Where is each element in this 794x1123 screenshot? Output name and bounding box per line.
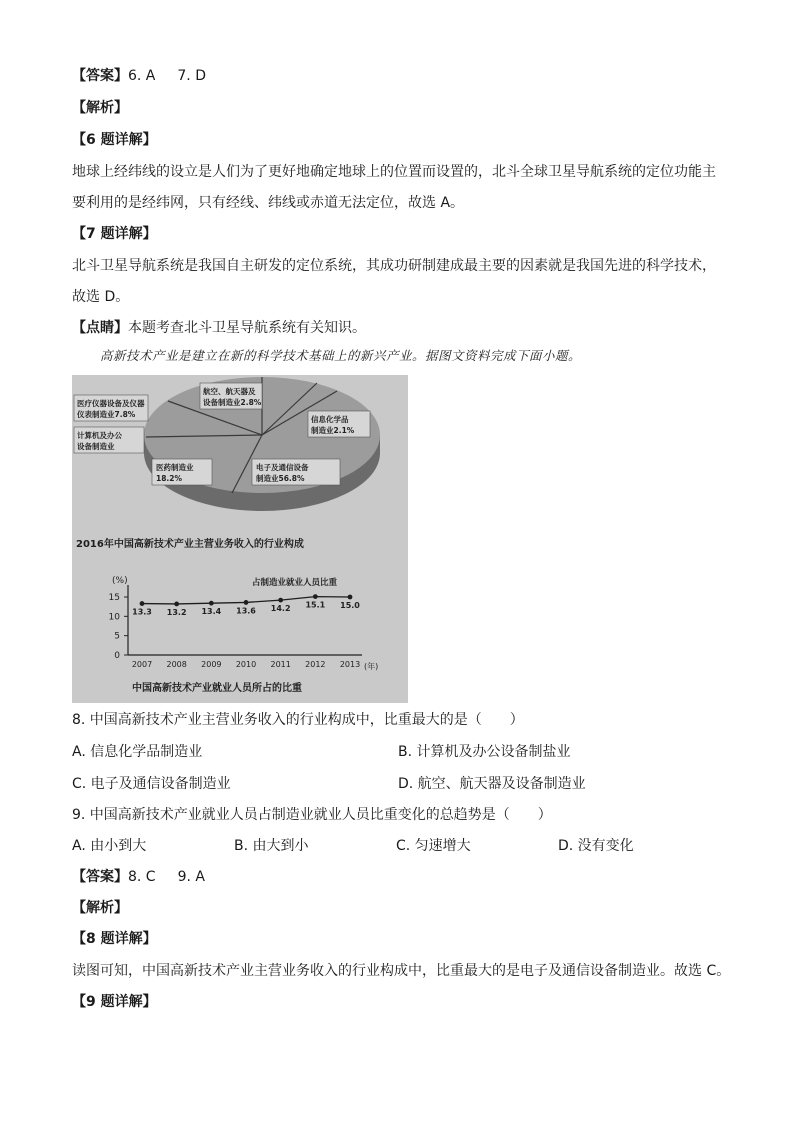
q9-option-c[interactable]: C. 匀速增大 <box>396 838 471 854</box>
data-label: 14.2 <box>270 604 291 614</box>
x-tick-label: 2010 <box>235 660 257 669</box>
data-point <box>278 598 283 603</box>
q6-heading: 【6 题详解】 <box>72 132 157 148</box>
x-tick-label: 2013 <box>339 660 361 669</box>
answer-8: 8. C <box>128 869 156 885</box>
label-aero-2: 设备制造业2.8% <box>203 398 262 407</box>
answer-label: 【答案】 <box>72 68 128 84</box>
data-point <box>174 602 179 607</box>
q8-option-b[interactable]: B. 计算机及办公设备制盐业 <box>398 744 571 760</box>
q8-option-d[interactable]: D. 航空、航天器及设备制造业 <box>398 776 586 792</box>
point-text: 本题考查北斗卫星导航系统有关知识。 <box>128 320 366 336</box>
label-medical-2: 仪表制造业7.8% <box>77 410 136 419</box>
figure-scan <box>72 375 408 703</box>
data-label: 13.3 <box>132 607 152 617</box>
intro-text: 高新技术产业是建立在新的科学技术基础上的新兴产业。据图文资料完成下面小题。 <box>100 348 582 363</box>
label-electronic-2: 制造业56.8% <box>256 474 305 483</box>
q8-option-a[interactable]: A. 信息化学品制造业 <box>72 744 203 760</box>
data-point <box>244 600 249 605</box>
label-pharma-2: 18.2% <box>156 474 183 483</box>
x-tick-label: 2009 <box>201 660 222 669</box>
answer-7: 7. D <box>177 68 206 84</box>
data-point <box>313 594 318 599</box>
line-chart-title: 中国高新技术产业就业人员所占的比重 <box>132 683 302 694</box>
pie-chart <box>74 377 380 550</box>
line-chart <box>109 576 379 694</box>
x-tick-label: 2012 <box>305 660 326 669</box>
q8-option-c[interactable]: C. 电子及通信设备制造业 <box>72 776 231 792</box>
data-point <box>209 601 214 606</box>
q9-heading: 【9 题详解】 <box>72 994 157 1010</box>
data-point <box>348 595 353 600</box>
legend-label: 占制造业就业人员比重 <box>252 578 338 588</box>
q8-heading: 【8 题详解】 <box>72 931 157 947</box>
answer-6: 6. A <box>128 68 156 84</box>
x-tick-label: 2011 <box>270 660 291 669</box>
answer-line-2 <box>72 867 205 887</box>
q8-explanation-line1: 读图可知，中国高新技术产业主营业务收入的行业构成中，比重最大的是电子及通信设备制造业。故选 C。 <box>72 963 731 979</box>
label-medical-1: 医疗仪器设备及仪器 <box>77 399 145 408</box>
data-label: 13.6 <box>236 606 256 616</box>
data-point <box>140 601 145 606</box>
label-chem-2: 制造业2.1% <box>311 426 355 435</box>
data-label: 13.4 <box>201 607 222 617</box>
point-line <box>72 318 366 338</box>
x-tick-label: 2007 <box>131 660 153 669</box>
analysis-label-2: 【解析】 <box>72 900 128 916</box>
q9-option-d[interactable]: D. 没有变化 <box>558 838 634 854</box>
label-aero-1: 航空、航天器及 <box>203 387 256 396</box>
q7-explanation-line1: 北斗卫星导航系统是我国自主研发的定位系统，其成功研制建成最主要的因素就是我国先进的科学技术， <box>72 258 716 274</box>
x-unit: (年) <box>364 662 379 671</box>
figure-svg <box>72 375 408 703</box>
data-label: 15.1 <box>305 600 326 610</box>
q7-heading: 【7 题详解】 <box>72 226 157 242</box>
answer-line-1 <box>72 66 206 86</box>
label-computer-1: 计算机及办公 <box>77 431 122 440</box>
q7-explanation-line2: 故选 D。 <box>72 289 130 305</box>
y-tick-label: 5 <box>114 631 120 642</box>
point-label: 【点睛】 <box>72 320 128 336</box>
data-label: 13.2 <box>166 607 187 617</box>
q9-option-a[interactable]: A. 由小到大 <box>72 838 147 854</box>
data-label: 15.0 <box>340 601 360 610</box>
y-tick-label: 15 <box>108 593 120 603</box>
x-tick-label: 2008 <box>166 660 187 669</box>
analysis-label-1: 【解析】 <box>72 100 128 116</box>
y-unit: (%) <box>112 576 128 586</box>
label-chem-1: 信息化学品 <box>311 415 349 424</box>
y-tick-label: 0 <box>114 651 120 661</box>
label-pharma-1: 医药制造业 <box>156 463 194 472</box>
q6-explanation-line1: 地球上经纬线的设立是人们为了更好地确定地球上的位置而设置的，北斗全球卫星导航系统的定位功能主 <box>72 164 716 180</box>
label-computer-2: 设备制造业 <box>77 442 115 451</box>
y-tick-label: 10 <box>108 612 120 623</box>
q9-option-b[interactable]: B. 由大到小 <box>234 838 309 854</box>
q6-explanation-line2: 要利用的是经纬网，只有经线、纬线或赤道无法定位，故选 A。 <box>72 195 465 211</box>
pie-title: 2016年中国高新技术产业主营业务收入的行业构成 <box>76 539 304 550</box>
label-electronic-1: 电子及通信设备 <box>256 463 309 472</box>
answer-9: 9. A <box>177 869 205 885</box>
q9-stem: 9. 中国高新技术产业就业人员占制造业就业人员比重变化的总趋势是（ ） <box>72 807 552 823</box>
answer-label-2: 【答案】 <box>72 869 128 885</box>
q8-stem: 8. 中国高新技术产业主营业务收入的行业构成中，比重最大的是（ ） <box>72 712 524 728</box>
